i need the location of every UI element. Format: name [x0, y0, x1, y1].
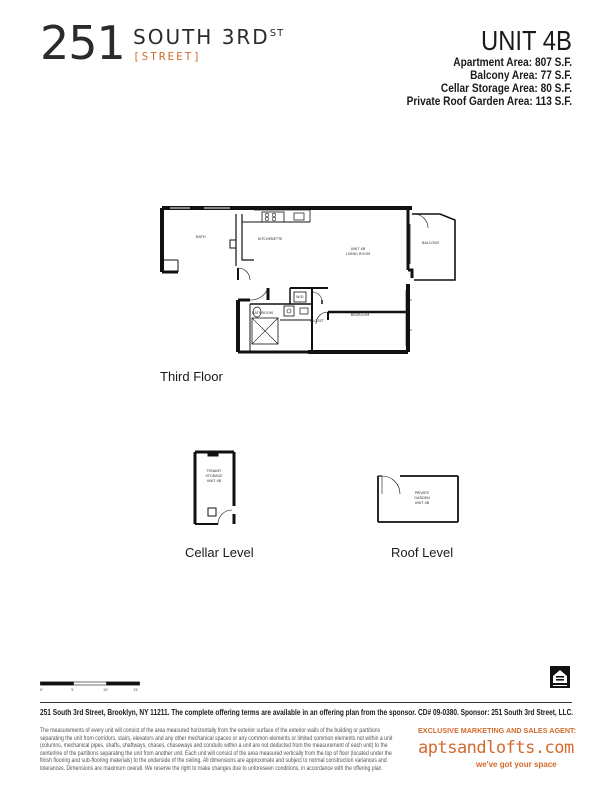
cellar-label-1: TENANT: [206, 469, 222, 473]
unit-areas: [406, 57, 572, 109]
room-label-bedroom: BEDROOM: [350, 313, 370, 317]
logo-street-text: SOUTH 3RD: [133, 25, 270, 49]
scale-tick-0: 0': [40, 688, 44, 692]
scale-tick-10: 10': [103, 688, 109, 692]
room-label-bathroom: BATHROOM: [252, 311, 273, 315]
footer-rule: [40, 702, 572, 703]
logo-street-sup: ST: [269, 28, 285, 39]
third-floor-plan: [150, 200, 460, 360]
cellar-level-label: Cellar Level: [185, 545, 254, 560]
room-label-kitchenette: KITCHENETTE: [258, 237, 283, 241]
room-label-unit: UNIT 4B: [350, 247, 366, 251]
footer-address: 251 South 3rd Street, Brooklyn, NY 11211. The complete offering terms are available in an offering plan from the sponsor. CD# 09-0380. Sponsor: 251 South 3rd Street, LLC.: [40, 708, 574, 717]
roof-floor-plan: [372, 470, 462, 526]
third-floor-label: Third Floor: [160, 369, 223, 384]
roof-label-2: GARDEN: [414, 496, 430, 500]
cellar-floor-plan: [190, 446, 242, 528]
unit-title: UNIT 4B: [481, 25, 572, 56]
agent-heading: EXCLUSIVE MARKETING AND SALES AGENT:: [418, 726, 576, 735]
scale-bar: [40, 680, 140, 694]
room-label-bath: BATH: [196, 235, 206, 239]
room-label-living: LIVING ROOM: [345, 252, 371, 256]
balcony-area: Balcony Area: 77 S.F.: [470, 70, 572, 82]
agent-logo: aptsandlofts.com: [418, 738, 574, 758]
equal-housing-opportunity-icon: [550, 666, 570, 688]
room-label-balcony: BALCONY: [422, 241, 440, 245]
scale-tick-15: 15': [133, 688, 139, 692]
logo-number: 251: [40, 16, 125, 70]
roof-label-3: UNIT 4B: [414, 501, 430, 505]
scale-tick-5: 5': [71, 688, 75, 692]
logo-street-tag: [STREET]: [133, 50, 202, 63]
cellar-label-3: UNIT 4B: [206, 479, 222, 483]
agent-tagline: we've got your space: [476, 760, 557, 769]
footer-disclaimer: The measurements of every unit will consist of the area measured horizontally from the exterior surface of the exterior walls of the building or partitions separating the unit from corridors, stairs, elevators and any other mechanical spaces or any common elements or limited common elements not within a unit (columns, mechanical pipes, shafts, shaftways, chases, chaseways and conduits within a unit are not deducted from the measurement of each unit) to the centerline of the partitions separating the unit from another unit. Each unit will consist of the area measured vertically from the top of floor (located under the finish flooring and sub-flooring materials) to the underside of the ceiling. All dimensions are approximate and subject to normal construction variances and tolerances. Dimensions are maximum overall. We reserve the right to make changes due to unforeseen conditions, in accordance with the offering plan.: [40, 727, 393, 772]
room-label-closet: CLOSET: [310, 319, 324, 323]
roof-level-label: Roof Level: [391, 545, 454, 560]
roof-garden-area: Private Roof Garden Area: 113 S.F.: [406, 96, 572, 108]
apartment-area: Apartment Area: 807 S.F.: [453, 57, 572, 69]
room-label-wd: W/D: [296, 295, 304, 299]
roof-label-1: PRIVATE: [414, 491, 430, 495]
cellar-label-2: STORAGE: [205, 474, 223, 478]
logo-street-name: [133, 26, 284, 48]
cellar-storage-area: Cellar Storage Area: 80 S.F.: [440, 83, 572, 95]
